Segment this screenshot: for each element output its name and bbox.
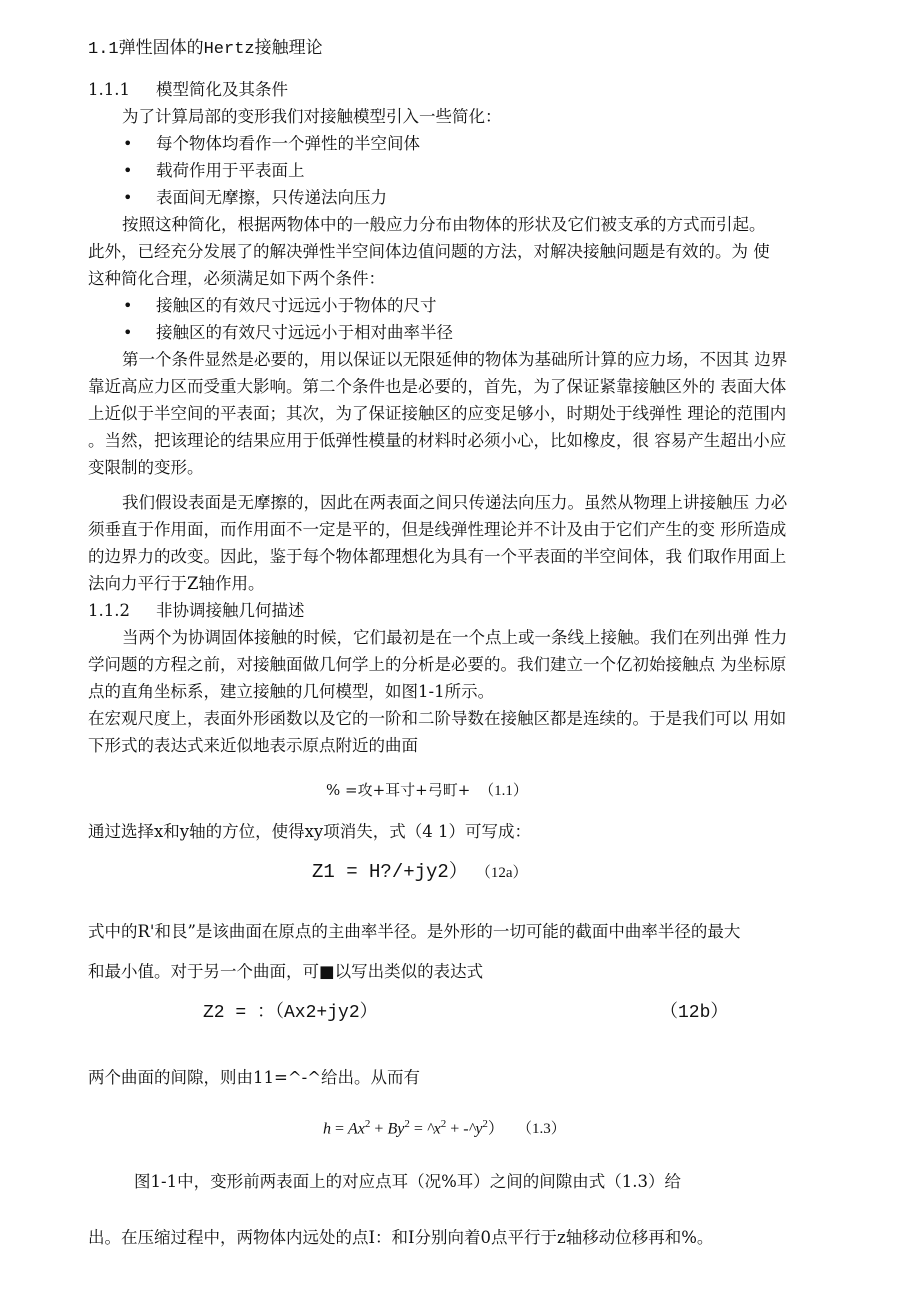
paragraph-line: 变限制的变形。 bbox=[88, 458, 204, 477]
paragraph-line: 法向力平行于Z轴作用。 bbox=[88, 574, 265, 593]
paragraph-line: 须垂直于作用面，而作用面不一定是平的，但是线弹性理论并不计及由于它们产生的变 形所造成 bbox=[88, 520, 787, 539]
paragraph-line: 第一个条件显然是必要的，用以保证以无限延伸的物体为基础所计算的应力场，不因其 边界 bbox=[122, 350, 788, 369]
equation-1-3: $h = Ax^2 + By^2$ = $\^{}x^2$ + $-\^{}y^2$） （1.3） bbox=[323, 1118, 566, 1138]
bullet-marker: • bbox=[123, 161, 133, 180]
equation-number: （1.3） bbox=[517, 1121, 566, 1138]
bullet-item: 载荷作用于平表面上 bbox=[156, 161, 305, 180]
equation-body: % =攻+耳寸+弓町+ bbox=[326, 781, 471, 799]
equation-1-2b-body: Z2 = ：（Ax2+jy2） bbox=[203, 1003, 378, 1023]
equation-operator: + bbox=[446, 1120, 464, 1138]
subsection-number-112: 1.1.2 bbox=[88, 601, 130, 620]
paragraph-line: 和最小值。对于另一个曲面，可■以写出类似的表达式 bbox=[88, 962, 484, 981]
subsection-title-112: 非协调接触几何描述 bbox=[156, 601, 305, 620]
paragraph-line: 出。在压缩过程中，两物体内远处的点I：和I分别向着0点平行于z轴移动位移再和%。 bbox=[88, 1228, 714, 1247]
equation-term: Ax bbox=[348, 1120, 365, 1138]
paragraph-line: 的边界力的改变。因此，鉴于每个物体都理想化为具有一个平表面的半空间体，我 们取作用面上 bbox=[88, 547, 787, 566]
equation-term: ^x bbox=[426, 1120, 441, 1138]
paragraph-line: 通过选择x和y轴的方位，使得xy项消失，式（4 1）可写成： bbox=[88, 822, 531, 841]
paragraph-line: 这种简化合理，必须满足如下两个条件： bbox=[88, 269, 385, 288]
paragraph-line: 点的直角坐标系，建立接触的几何模型，如图1-1所示。 bbox=[88, 682, 495, 701]
equation-term: By bbox=[387, 1120, 405, 1138]
paragraph-line: 我们假设表面是无摩擦的，因此在两表面之间只传递法向压力。虽然从物理上讲接触压 力必 bbox=[122, 493, 788, 512]
subsection-title-111: 模型简化及其条件 bbox=[156, 80, 288, 99]
paragraph-line: 上近似于半空间的平表面；其次，为了保证接触区的应变足够小，时期处于线弹性 理论的范围内 bbox=[88, 404, 787, 423]
bullet-item: 每个物体均看作一个弹性的半空间体 bbox=[156, 134, 420, 153]
equation-term: -^y bbox=[463, 1120, 483, 1138]
equation-term: h bbox=[323, 1120, 331, 1138]
equation-1-2b-number: （12b） bbox=[660, 1003, 729, 1023]
equation-operator: + bbox=[370, 1120, 388, 1138]
equation-1-1 bbox=[326, 780, 528, 801]
equation-number: （12a） bbox=[475, 865, 528, 881]
intro-paragraph: 为了计算局部的变形我们对接触模型引入一些简化： bbox=[122, 107, 502, 126]
equation-operator: = bbox=[409, 1120, 427, 1138]
bullet-item: 表面间无摩擦，只传递法向压力 bbox=[156, 188, 387, 207]
equation-body: Z1 = H?/+jy2） bbox=[312, 861, 468, 883]
paragraph-line: 靠近高应力区而受重大影响。第二个条件也是必要的，首先，为了保证紧靠接触区外的 表面大体 bbox=[88, 377, 787, 396]
equation-operator: = bbox=[331, 1120, 349, 1138]
subsection-number-111: 1.1.1 bbox=[88, 80, 130, 99]
bullet-item: 接触区的有效尺寸远远小于相对曲率半径 bbox=[156, 323, 453, 342]
paragraph-line: 两个曲面的间隙，则由11=^-^给出。从而有 bbox=[88, 1068, 421, 1087]
equation-operator: ） bbox=[487, 1120, 504, 1138]
bullet-marker: • bbox=[123, 134, 133, 153]
paragraph-line: 当两个为协调固体接触的时候，它们最初是在一个点上或一条线上接触。我们在列出弹 性力 bbox=[122, 628, 788, 647]
paragraph-line: 式中的R'和艮”是该曲面在原点的主曲率半径。是外形的一切可能的截面中曲率半径的最大 bbox=[88, 922, 741, 941]
bullet-item: 接触区的有效尺寸远远小于物体的尺寸 bbox=[156, 296, 437, 315]
bullet-marker: • bbox=[123, 188, 133, 207]
paragraph-line: 下形式的表达式来近似地表示原点附近的曲面 bbox=[88, 736, 418, 755]
equation-1-2a bbox=[312, 859, 528, 885]
paragraph-line: 学问题的方程之前，对接触面做几何学上的分析是必要的。我们建立一个亿初始接触点 为坐标原 bbox=[88, 655, 787, 674]
paragraph-line: 在宏观尺度上，表面外形函数以及它的一阶和二阶导数在接触区都是连续的。于是我们可以 用如 bbox=[88, 709, 787, 728]
equation-number: （1.1） bbox=[479, 783, 528, 799]
bullet-marker: • bbox=[123, 296, 133, 315]
paragraph-line: 。当然，把该理论的结果应用于低弹性模量的材料时必须小心，比如橡皮，很 容易产生超出小应 bbox=[88, 431, 787, 450]
bullet-marker: • bbox=[123, 323, 133, 342]
paragraph-line: 按照这种简化，根据两物体中的一般应力分布由物体的形状及它们被支承的方式而引起。 bbox=[122, 215, 766, 234]
paragraph-line: 图1-1中，变形前两表面上的对应点耳（况%耳）之间的间隙由式（1.3）给 bbox=[134, 1172, 681, 1191]
section-title: 1.1弹性固体的Hertz接触理论 bbox=[88, 40, 323, 59]
paragraph-line: 此外，已经充分发展了的解决弹性半空间体边值问题的方法，对解决接触问题是有效的。为 使 bbox=[88, 242, 770, 261]
